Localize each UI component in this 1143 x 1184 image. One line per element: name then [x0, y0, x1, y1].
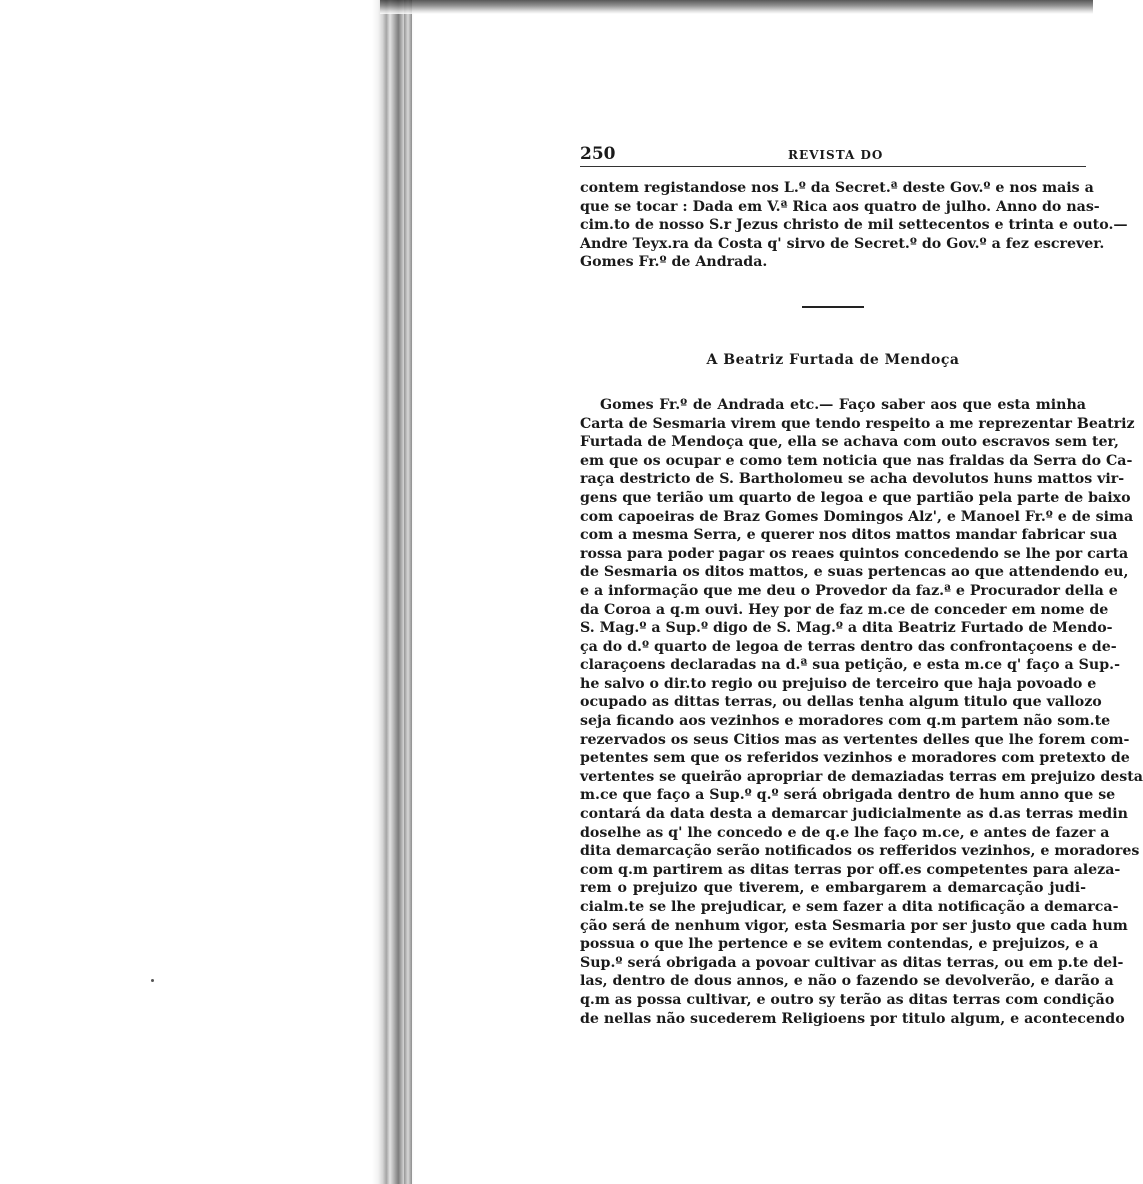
text-line: doselhe as q' lhe concedo e de q.e lhe faço m.ce, e antes de fazer a	[580, 824, 1110, 841]
running-head-title: REVISTA DO	[788, 148, 884, 162]
text-page	[580, 140, 1143, 1028]
text-line: seja ficando aos vezinhos e moradores com q.m partem não som.te	[580, 713, 1111, 730]
text-line: claraçoens declaradas na d.ª sua petição, e esta m.ce q' faço a Sup.-	[580, 657, 1120, 674]
text-line: ção será de nenhum vigor, esta Sesmaria por ser justo que cada hum	[580, 917, 1128, 934]
text-line: cim.to de nosso S.r Jezus christo de mil settecentos e trinta e outo.—	[580, 217, 1128, 234]
text-line: S. Mag.º a Sup.º digo de S. Mag.º a dita Beatriz Furtado de Mendo-	[580, 620, 1113, 637]
text-line: de Sesmaria os ditos mattos, e suas pertencas ao que attendendo eu,	[580, 564, 1129, 581]
text-line: raça destricto de S. Bartholomeu se acha devolutos huns mattos vir-	[580, 471, 1125, 488]
text-line: cialm.te se lhe prejudicar, e sem fazer a dita notificação a demarca-	[580, 899, 1119, 915]
text-line: possua o que lhe pertence e se evitem contendas, e prejuizos, e a	[580, 936, 1099, 953]
section-title: A Beatriz Furtada de Mendoça	[706, 351, 960, 368]
section-divider	[802, 306, 864, 308]
running-head	[580, 140, 1086, 167]
text-line: contem registandose nos L.º da Secret.ª deste Gov.º e nos mais a	[580, 180, 1094, 196]
text-line: gens que terião um quarto de legoa e que partião pela parte de baixo	[580, 489, 1131, 506]
scan-speck	[151, 979, 154, 982]
text-line: Gomes Fr.º de Andrada.	[580, 254, 768, 271]
text-line: com q.m partirem as ditas terras por off.es competentes para aleza-	[580, 861, 1121, 878]
text-line: com a mesma Serra, e querer nos ditos mattos mandar fabricar sua	[580, 527, 1118, 544]
text-line: Sup.º será obrigada a povoar cultivar as ditas terras, ou em p.te del-	[580, 954, 1124, 971]
text-line: Furtada de Mendoça que, ella se achava com outo escravos sem ter,	[580, 434, 1119, 451]
text-line: e a informação que me deu o Provedor da faz.ª e Procurador della e	[580, 582, 1118, 599]
page-top-edge	[380, 0, 1093, 14]
text-line: ocupado as dittas terras, ou dellas tenha algum titulo que vallozo	[580, 694, 1102, 711]
text-line: he salvo o dir.to regio ou prejuiso de terceiro que haja povoado e	[580, 675, 1097, 692]
text-line: da Coroa a q.m ouvi. Hey por de faz m.ce de conceder em nome de	[580, 601, 1109, 618]
text-line: Gomes Fr.º de Andrada etc.— Faço saber aos que esta minha	[600, 396, 1086, 413]
body-paragraph	[580, 396, 1143, 1028]
page-number: 250	[580, 144, 616, 164]
text-line: petentes sem que os referidos vezinhos e moradores com pretexto de	[580, 750, 1130, 767]
text-line: rossa para poder pagar os reaes quintos concedendo se lhe por carta	[580, 545, 1129, 562]
text-line: com capoeiras de Braz Gomes Domingos Alz', e Manoel Fr.º e de sima	[580, 508, 1134, 525]
book-gutter	[372, 0, 432, 1184]
text-line: m.ce que faço a Sup.º q.º será obrigada dentro de hum anno que se	[580, 787, 1116, 804]
text-line: q.m as possa cultivar, e outro sy terão as ditas terras com condição	[580, 991, 1115, 1008]
text-line: Andre Teyx.ra da Costa q' sirvo de Secret.º do Gov.º a fez escrever.	[580, 235, 1105, 252]
text-line: las, dentro de dous annos, e não o fazendo se devolverão, e darão a	[580, 973, 1114, 990]
intro-paragraph	[580, 179, 1128, 272]
text-line: vertentes se queirão apropriar de demaziadas terras em prejuizo desta	[580, 768, 1143, 785]
left-blank-page	[0, 0, 380, 1184]
text-line: rem o prejuizo que tiverem, e embargarem a demarcação judi-	[580, 880, 1086, 897]
text-line: de nellas não sucederem Religioens por titulo algum, e acontecendo	[580, 1010, 1125, 1027]
text-line: rezervados os seus Citios mas as vertentes delles que lhe forem com-	[580, 731, 1130, 748]
text-line: Carta de Sesmaria virem que tendo respeito a me reprezentar Beatriz	[580, 415, 1135, 432]
text-line: contará da data desta a demarcar judicialmente as d.as terras medin	[580, 806, 1128, 823]
text-line: que se tocar : Dada em V.ª Rica aos quatro de julho. Anno do nas-	[580, 198, 1100, 215]
binding-shadow	[404, 0, 412, 1184]
text-line: em que os ocupar e como tem noticia que nas fraldas da Serra do Ca-	[580, 452, 1133, 469]
text-line: ça do d.º quarto de legoa de terras dentro das confrontaçoens e de-	[580, 638, 1117, 655]
text-line: dita demarcação serão notificados os refferidos vezinhos, e moradores	[580, 843, 1140, 860]
